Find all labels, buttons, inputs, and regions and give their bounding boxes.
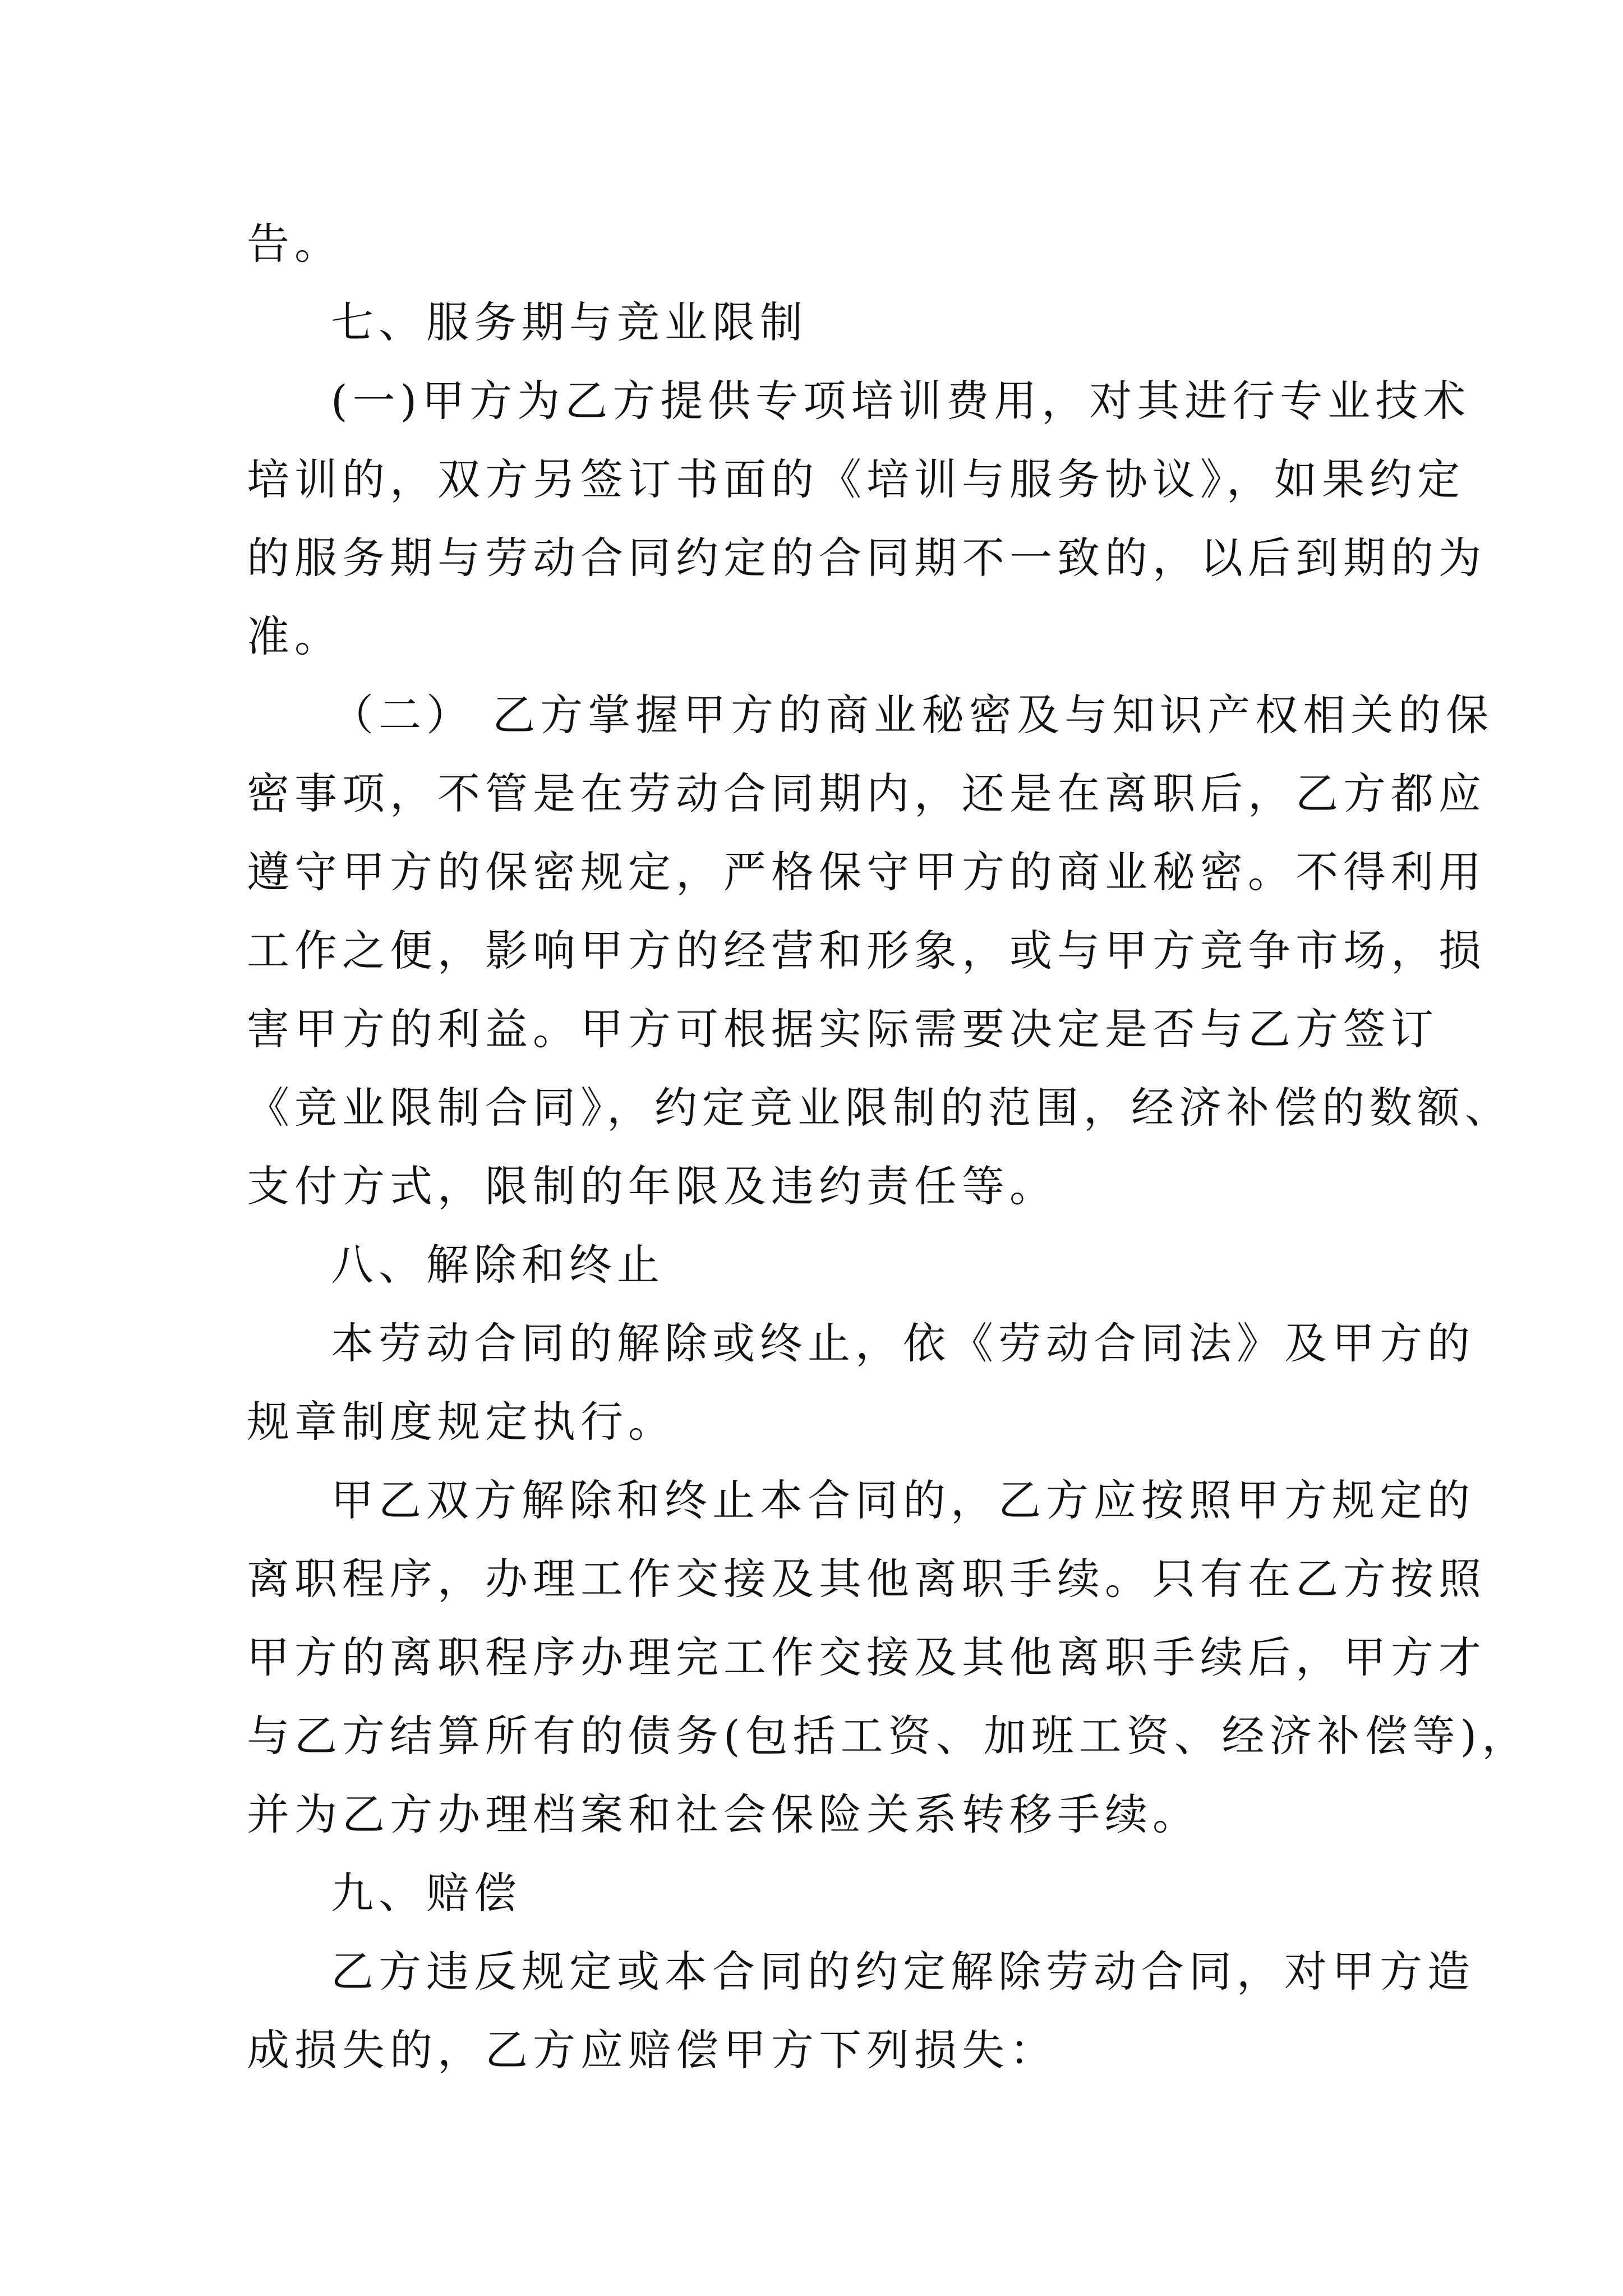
text-line: 离职程序，办理工作交接及其他离职手续。只有在乙方按照: [247, 1554, 1486, 1604]
text-line: 培训的，双方另签订书面的《培训与服务协议》，如果约定: [247, 454, 1465, 504]
text-line: 并为乙方办理档案和社会保险关系转移手续。: [247, 1789, 1200, 1839]
text-line: 工作之便，影响甲方的经营和形象，或与甲方竞争市场，损: [247, 926, 1486, 976]
text-line: 甲乙双方解除和终止本合同的，乙方应按照甲方规定的: [331, 1475, 1475, 1525]
text-line: 告。: [247, 219, 342, 269]
text-line: (一)甲方为乙方提供专项培训费用，对其进行专业技术: [331, 376, 1471, 426]
text-line: 遵守甲方的保密规定，严格保守甲方的商业秘密。不得利用: [247, 847, 1486, 897]
text-line: 《竞业限制合同》，约定竞业限制的范围，经济补偿的数额、: [247, 1083, 1513, 1133]
section-heading-7: 七、服务期与竞业限制: [331, 297, 808, 347]
text-line: 成损失的，乙方应赔偿甲方下列损失：: [247, 2025, 1057, 2075]
section-heading-9: 九、赔偿: [331, 1868, 522, 1918]
section-heading-8: 八、解除和终止: [331, 1240, 665, 1290]
text-line: 的服务期与劳动合同约定的合同期不一致的，以后到期的为: [247, 533, 1486, 583]
text-line: 支付方式，限制的年限及违约责任等。: [247, 1161, 1057, 1211]
text-line: （二） 乙方掌握甲方的商业秘密及与知识产权相关的保: [331, 690, 1494, 740]
text-line: 害甲方的利益。甲方可根据实际需要决定是否与乙方签订: [247, 1004, 1438, 1054]
text-line: 甲方的离职程序办理完工作交接及其他离职手续后，甲方才: [247, 1632, 1486, 1682]
text-line: 密事项，不管是在劳动合同期内，还是在离职后，乙方都应: [247, 769, 1486, 818]
text-line: 规章制度规定执行。: [247, 1397, 676, 1447]
text-line: 与乙方结算所有的债务(包括工资、加班工资、经济补偿等)，: [247, 1711, 1530, 1761]
text-line: 乙方违反规定或本合同的约定解除劳动合同，对甲方造: [331, 1947, 1475, 1996]
text-line: 本劳动合同的解除或终止，依《劳动合同法》及甲方的: [331, 1318, 1475, 1368]
text-line: 准。: [247, 611, 342, 661]
